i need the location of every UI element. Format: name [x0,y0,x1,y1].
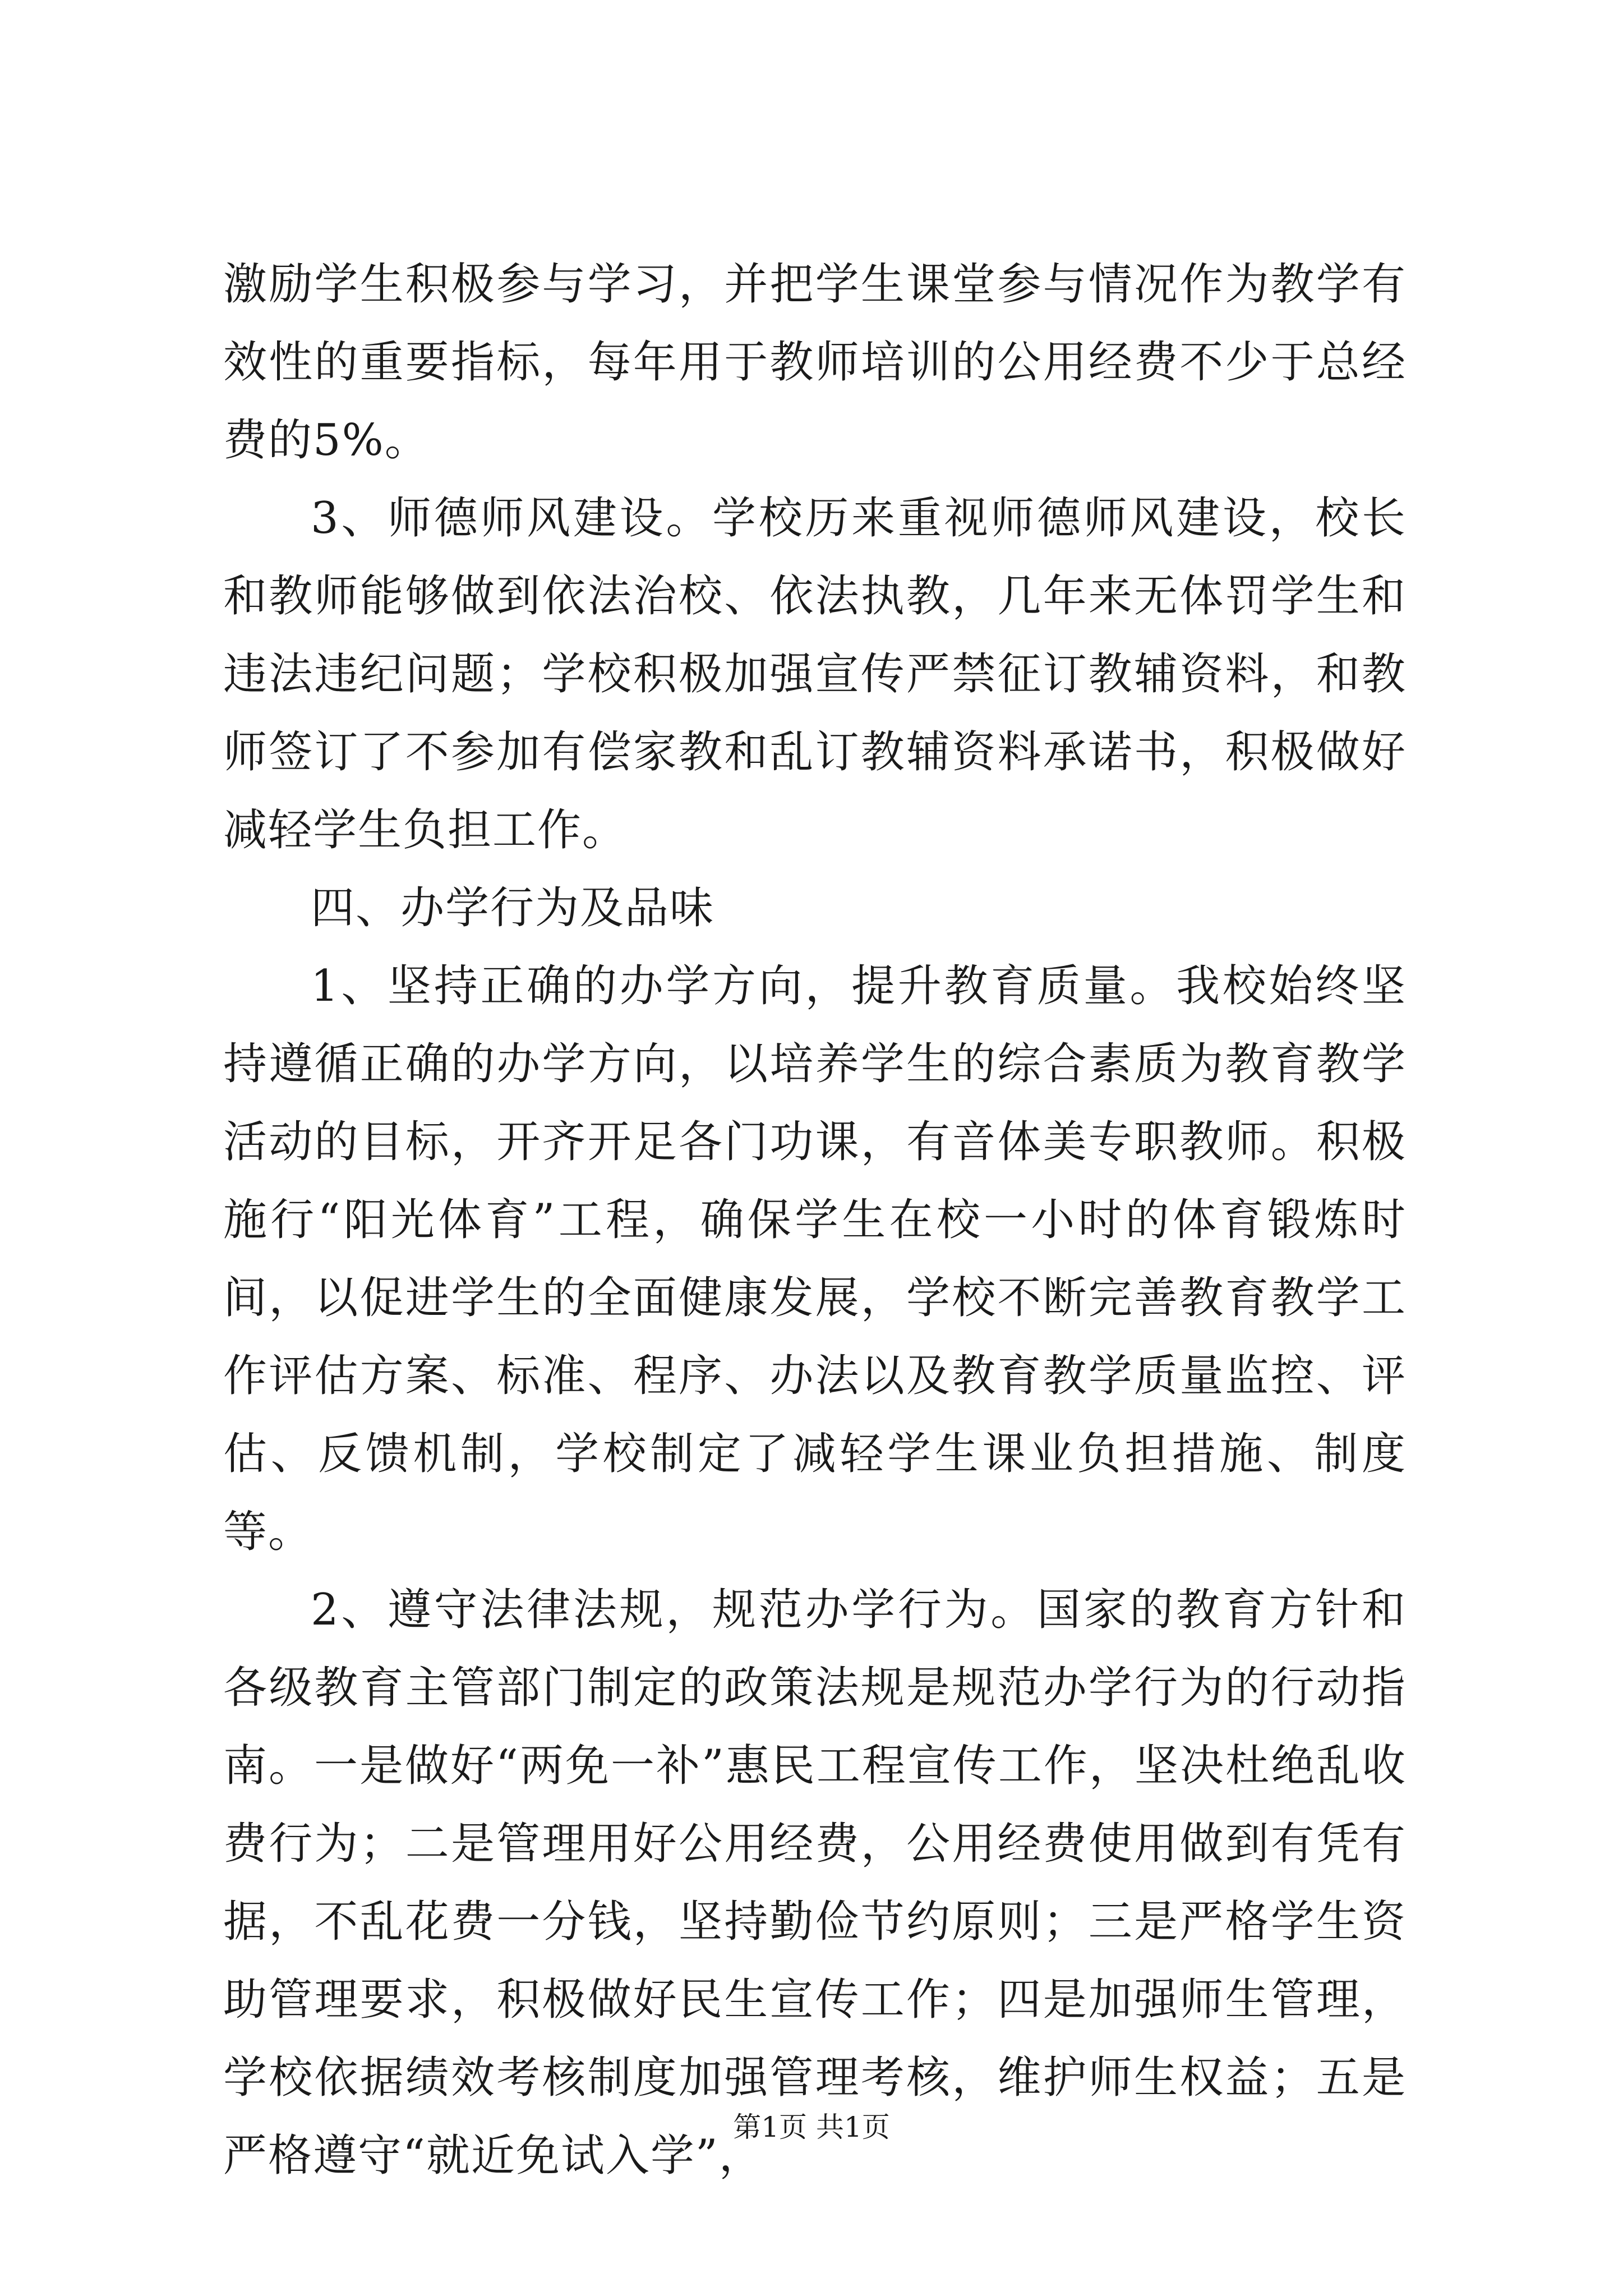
paragraph-school-direction: 1、坚持正确的办学方向，提升教育质量。我校始终坚持遵循正确的办学方向，以培养学生的综合素质为教育教学活动的目标，开齐开足各门功课，有音体美专职教师。积极施行“阳光体育”工程，确保学生在校一小时的体育锻炼时间，以促进学生的全面健康发展，学校不断完善教育教学工作评估方案、标准、程序、办法以及教育教学质量监控、评估、反馈机制，学校制定了减轻学生课业负担措施、制度等。 [223,961,1407,1557]
page-footer: 第1页 共1页 [733,2111,890,2143]
section-heading-school-conduct: 四、办学行为及品味 [311,883,715,933]
paragraph-continuation: 激励学生积极参与学习，并把学生课堂参与情况作为教学有效性的重要指标，每年用于教师培训的公用经费不少于总经费的5%。 [223,259,1407,466]
paragraph-teacher-ethics: 3、师德师风建设。学校历来重视师德师风建设，校长和教师能够做到依法治校、依法执教，几年来无体罚学生和违法违纪问题；学校积极加强宣传严禁征订教辅资料，和教师签订了不参加有偿家教和乱订教辅资料承诺书，积极做好减轻学生负担工作。 [223,493,1407,855]
document-body [223,246,1407,2195]
paragraph-laws-regulations: 2、遵守法律法规，规范办学行为。国家的教育方针和各级教育主管部门制定的政策法规是规范办学行为的行动指南。一是做好“两免一补”惠民工程宣传工作，坚决杜绝乱收费行为；二是管理用好公用经费，公用经费使用做到有凭有据，不乱花费一分钱，坚持勤俭节约原则；三是严格学生资助管理要求，积极做好民生宣传工作；四是加强师生管理，学校依据绩效考核制度加强管理考核，维护师生权益；五是严格遵守“就近免试入学”， [223,1585,1407,2181]
